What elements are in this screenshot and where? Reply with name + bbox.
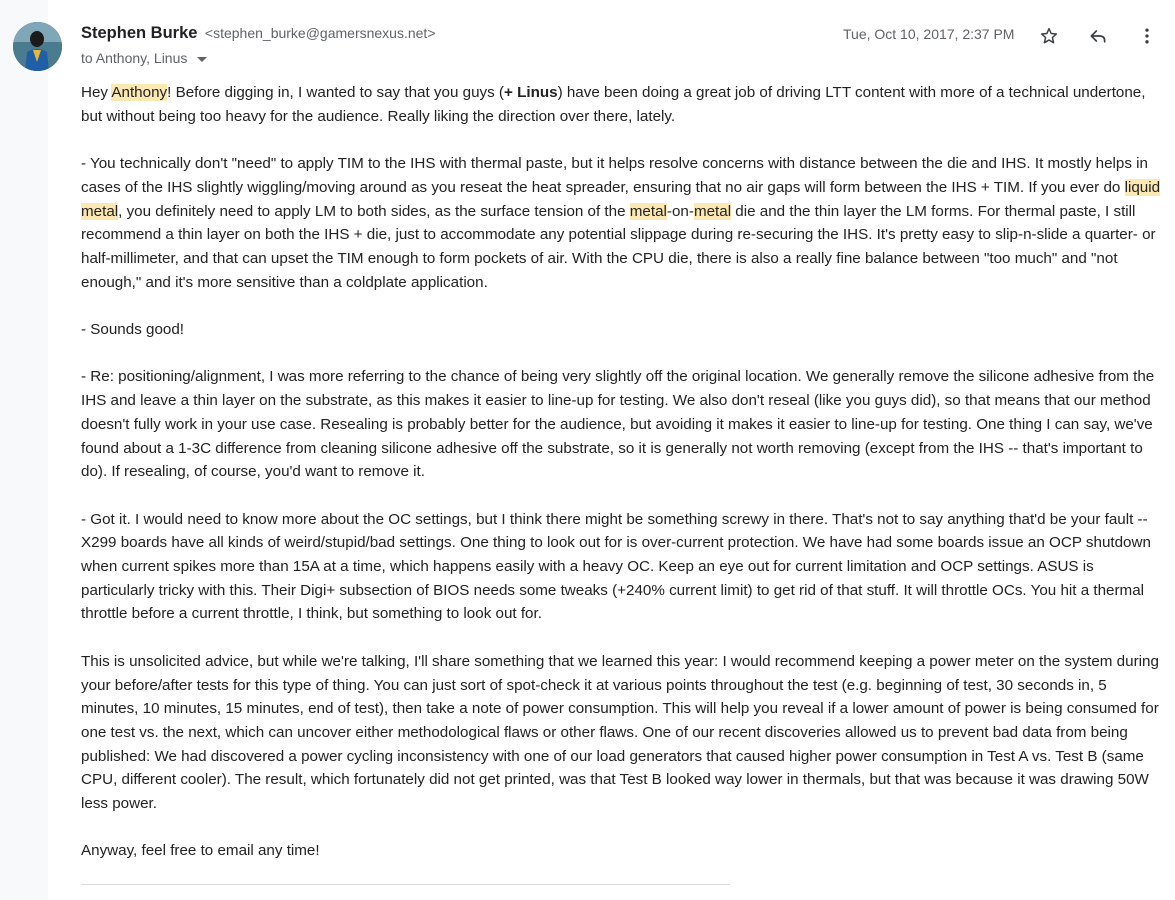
message-header (81, 24, 1161, 72)
text-run: - You technically don't "need" to apply TIM to the IHS with thermal paste, but it helps resolve concerns with distance between the die and IHS. It mostly helps in cases of the IHS slightly wiggling/moving around as you reseat the heat spreader, ensuring that no air gaps will form between the IHS + TIM. If you ever do (81, 155, 1148, 196)
avatar[interactable] (13, 22, 62, 71)
paragraph-positioning: - Re: positioning/alignment, I was more referring to the chance of being very slightly off the original location. We generally remove the silicone adhesive from the IHS and leave a thin layer on the substrate, as this makes it easier to line-up for testing. We also don't reseal (like you guys did), so that means that our method doesn't fully work in your use case. Resealing is probably better for the audience, but avoiding it makes it easier to line-up for testing. One thing I can say, we've found about a 1-3C difference from cleaning silicone adhesive off the substrate, so it is generally not worth removing (except from the IHS -- that's important to do). If resealing, of course, you'd want to remove it. (81, 368, 1155, 481)
chevron-down-icon[interactable] (197, 57, 207, 62)
paragraph-power-meter: This is unsolicited advice, but while we're talking, I'll share something that we learned this year: I would recommend keeping a power meter on the system during your before/after tests for this type of thing. You can just sort of spot-check it at various points throughout the test (e.g. beginning of test, 30 seconds in, 5 minutes, 10 minutes, 15 minutes, end of test), then take a note of power consumption. This will help you reveal if a lower amount of power is being consumed for one test vs. the next, which can uncover either methodological flaws or other flaws. One of our recent discoveries allowed us to prevent bad data from being published: We had discovered a power cycling inconsistency with one of our load generators that caused higher power consumption in Test A vs. Test B (same CPU, different cooler). The result, which fortunately did not get printed, was that Test B looked way lower in thermals, but that was because it was drawing 50W less power. (81, 652, 1159, 813)
search-highlight: metal (81, 202, 119, 220)
text-run: Hey (81, 84, 112, 101)
paragraph-greeting (81, 81, 1161, 128)
recipients-text: to Anthony, Linus (81, 50, 188, 66)
message-date: Tue, Oct 10, 2017, 2:37 PM (843, 26, 1015, 42)
divider (81, 884, 730, 885)
message-body (81, 81, 1161, 887)
text-run: ) have been doing a great job of driving LTT content with more of a technical undertone, but without being too heavy for the audience. Really liking the direction over there, lately. (81, 84, 1146, 125)
sender-email: <stephen_burke@gamersnexus.net> (204, 25, 436, 41)
star-icon (1039, 26, 1059, 46)
bold-text: + Linus (503, 84, 558, 101)
search-highlight: liquid (1124, 178, 1161, 196)
paragraph-oc-settings: - Got it. I would need to know more about the OC settings, but I think there might be something screwy in there. That's not to say anything that'd be your fault -- X299 boards have all kinds of weird/stupid/bad settings. One thing to look out for is over-current protection. We have had some boards issue an OCP shutdown when current spikes more than 15A at a time, which happens easily with a heavy OC. Keep an eye out for current limitation and OCP settings. ASUS is particularly tricky with this. Their Digi+ subsection of BIOS needs some tweaks (+240% current limit) to get rid of that stuff. It will throttle OCs. You hit a thermal throttle before a current throttle, I think, but something to look out for. (81, 510, 1151, 623)
sender-name[interactable]: Stephen Burke (81, 24, 198, 42)
search-highlight: metal (693, 202, 732, 220)
text-run: , you definitely need to apply LM to both sides, as the surface tension of the (118, 202, 630, 220)
search-highlight: metal (629, 202, 667, 220)
reply-icon (1088, 26, 1108, 46)
paragraph-sounds-good: - Sounds good! (81, 321, 185, 338)
sender-line (81, 24, 436, 43)
more-options-button[interactable] (1133, 22, 1161, 50)
search-highlight: Anthony (111, 84, 168, 101)
text-run: die and the thin layer the LM forms. For thermal paste, I still recommend a thin layer on both the IHS + die, just to accommodate any potential slippage during re-securing the IHS. It's pretty easy to slip-n-slide a quarter- or half-millimeter, and that can upset the TIM enough to form pockets of air. With the CPU die, there is also a really fine balance between "too much" and "not enough," and it's more sensitive than a coldplate application. (81, 202, 1156, 291)
paragraph-signoff: Anyway, feel free to email any time! (81, 842, 320, 860)
text-run: ! Before digging in, I wanted to say that you guys ( (167, 84, 504, 101)
recipients-toggle[interactable] (81, 50, 207, 66)
star-button[interactable] (1035, 22, 1063, 50)
left-gutter (0, 0, 48, 900)
reply-button[interactable] (1084, 22, 1112, 50)
paragraph-tim (81, 152, 1161, 294)
more-vert-icon (1137, 26, 1157, 46)
text-run: -on- (666, 202, 694, 220)
